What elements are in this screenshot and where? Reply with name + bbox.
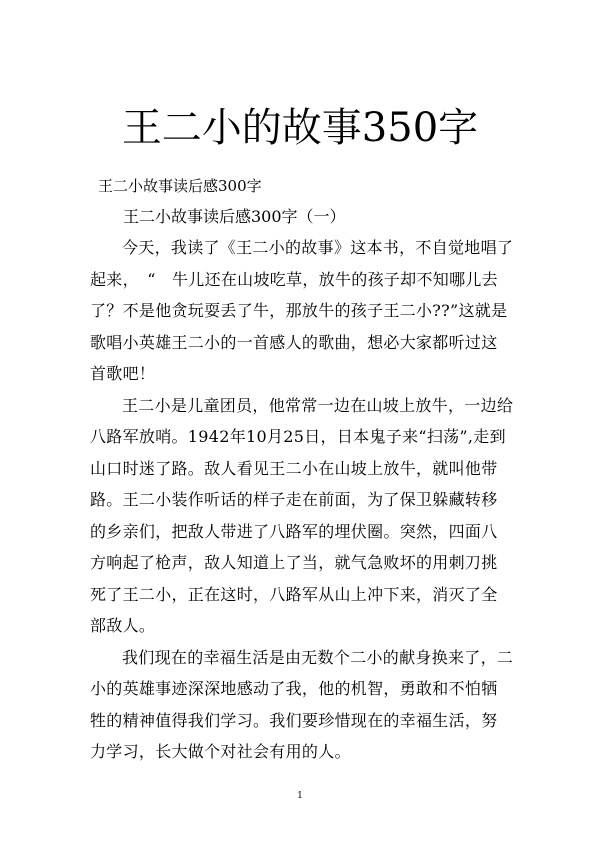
page-number: 1	[297, 791, 303, 801]
section-heading: 王二小故事读后感300字（一）	[123, 207, 346, 226]
paragraph-line: 死了王二小，正在这时，八路军从山上冲下来，消灭了全	[90, 584, 498, 604]
paragraph-line: 王二小是儿童团员，他常常一边在山坡上放牛，一边给	[122, 395, 514, 415]
paragraph-line: 小的英雄事迹深深地感动了我，他的机智，勇敢和不怕牺	[90, 679, 498, 698]
paragraph-line: 了？不是他贪玩耍丢了牛，那放牛的孩子王二小??”这就是	[90, 301, 508, 320]
paragraph-line: 今天，我读了《王二小的故事》这本书，不自觉地唱了	[122, 238, 514, 257]
paragraph-line: 山口时迷了路。敌人看见王二小在山坡上放牛，就叫他带	[90, 458, 498, 478]
paragraph-line: 牲的精神值得我们学习。我们要珍惜现在的幸福生活，努	[90, 710, 498, 730]
paragraph-line: 部敌人。	[90, 616, 156, 635]
paragraph-line: 方响起了枪声，敌人知道上了当，就气急败坏的用刺刀挑	[90, 553, 498, 572]
paragraph-line: 我们现在的幸福生活是由无数个二小的献身换来了，二	[122, 647, 514, 667]
document-title: 王二小的故事350字	[121, 105, 479, 151]
paragraph-line: 力学习，长大做个对社会有用的人。	[90, 742, 351, 761]
paragraph-2	[90, 390, 520, 642]
body-text	[90, 232, 520, 768]
paragraph-line: 的乡亲们，把敌人带进了八路军的埋伏圈。突然，四面八	[90, 521, 498, 541]
paragraph-3	[90, 642, 520, 768]
paragraph-1	[90, 232, 520, 390]
paragraph-line: 起来， “ 牛儿还在山坡吃草，放牛的孩子却不知哪儿去	[90, 269, 498, 289]
paragraph-line: 首歌吧！	[90, 364, 156, 383]
paragraph-line: 路。王二小装作听话的样子走在前面，为了保卫躲藏转移	[90, 490, 498, 509]
paragraph-line: 八路军放哨。1942年10月25日，日本鬼子来“扫荡”,走到	[90, 427, 506, 446]
document-subtitle: 王二小故事读后感300字	[98, 177, 262, 195]
paragraph-line: 歌唱小英雄王二小的一首感人的歌曲，想必大家都听过这	[90, 332, 498, 352]
